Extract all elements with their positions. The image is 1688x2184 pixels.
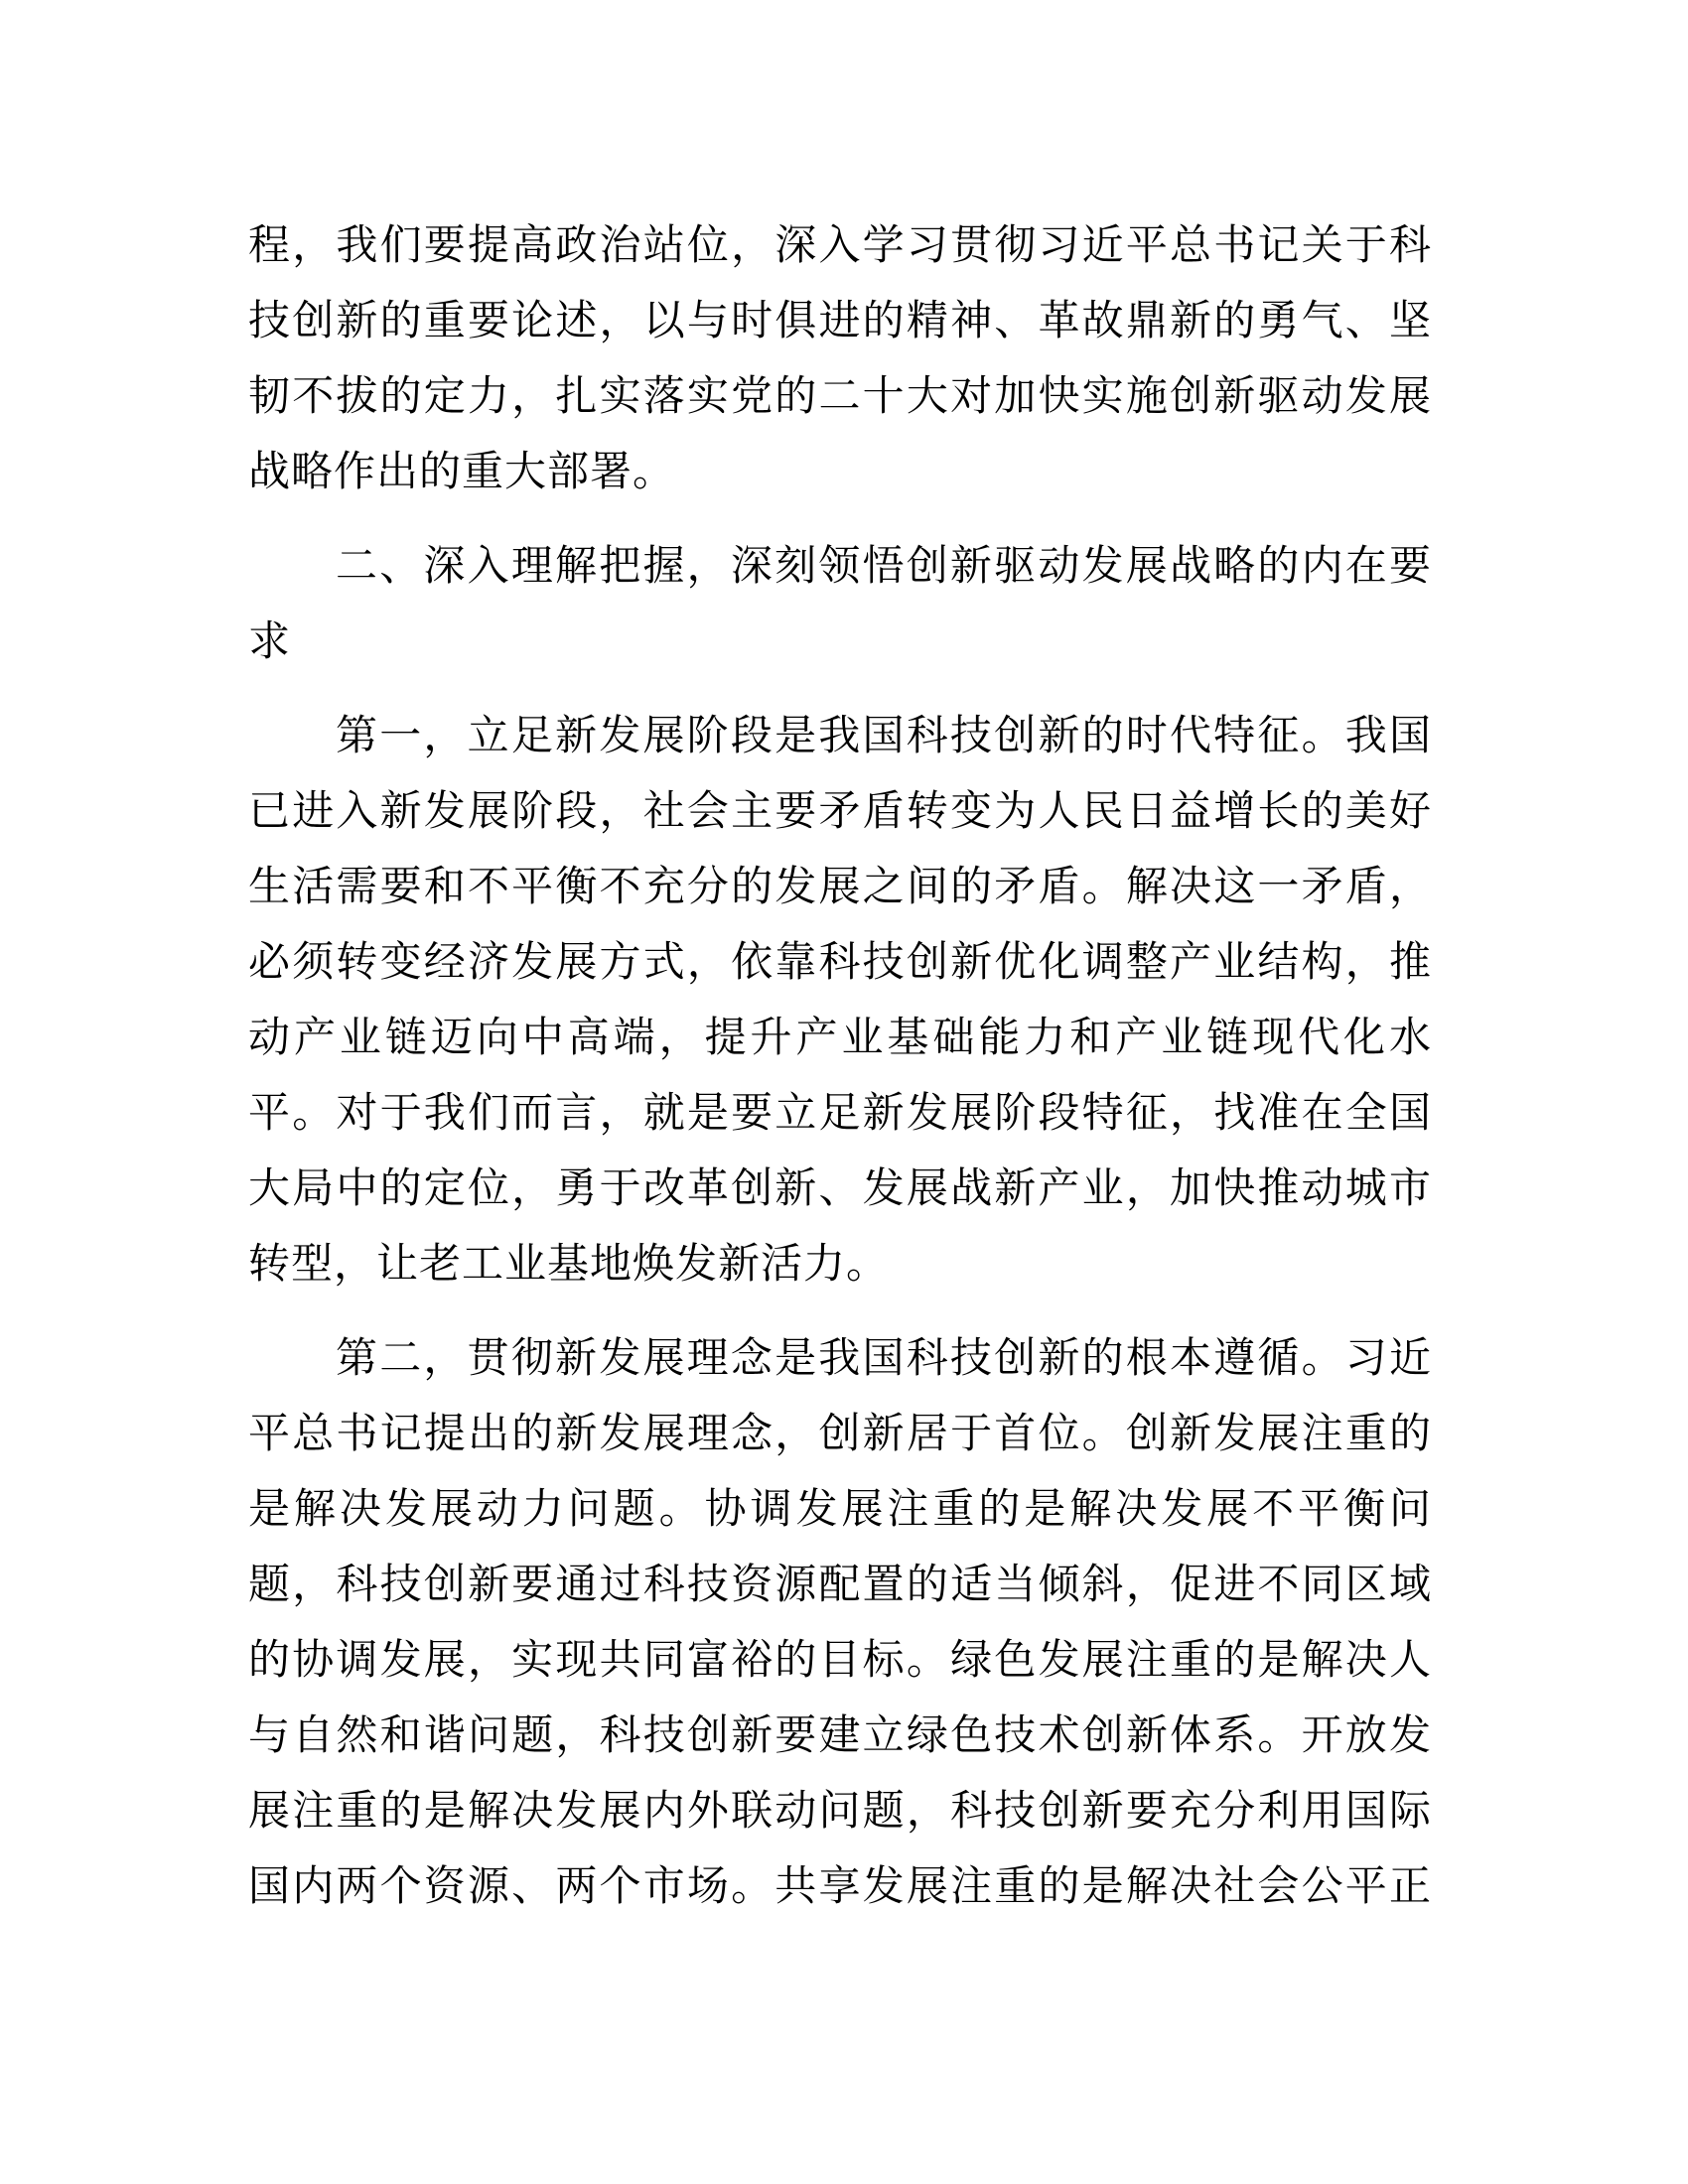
text-line: 大局中的定位，勇于改革创新、发展战新产业，加快推动城市 — [248, 1163, 1432, 1212]
text-line: 展注重的是解决发展内外联动问题，科技创新要充分利用国际 — [248, 1786, 1432, 1835]
paragraph-first-point — [248, 698, 1432, 1301]
text-line: 战略作出的重大部署。 — [248, 447, 676, 495]
paragraph-closing-intro — [248, 207, 1432, 509]
heading-line: 求 — [248, 616, 292, 665]
text-line: 国内两个资源、两个市场。共享发展注重的是解决社会公平正 — [248, 1861, 1432, 1910]
text-line: 与自然和谐问题，科技创新要建立绿色技术创新体系。开放发 — [248, 1710, 1432, 1759]
paragraph-second-point — [248, 1320, 1432, 1924]
section-heading — [248, 528, 1432, 679]
text-line: 的协调发展，实现共同富裕的目标。绿色发展注重的是解决人 — [248, 1635, 1432, 1684]
text-line: 平。对于我们而言，就是要立足新发展阶段特征，找准在全国 — [248, 1088, 1432, 1137]
text-line: 第一，立足新发展阶段是我国科技创新的时代特征。我国 — [336, 711, 1432, 759]
text-line: 是解决发展动力问题。协调发展注重的是解决发展不平衡问 — [248, 1484, 1432, 1533]
text-line: 第二，贯彻新发展理念是我国科技创新的根本遵循。习近 — [336, 1333, 1432, 1382]
text-line: 动产业链迈向中高端，提升产业基础能力和产业链现代化水 — [248, 1013, 1432, 1061]
text-line: 已进入新发展阶段，社会主要矛盾转变为人民日益增长的美好 — [248, 786, 1432, 835]
heading-line: 二、深入理解把握，深刻领悟创新驱动发展战略的内在要 — [336, 541, 1432, 590]
text-line: 韧不拔的定力，扎实落实党的二十大对加快实施创新驱动发展 — [248, 371, 1432, 420]
text-line: 必须转变经济发展方式，依靠科技创新优化调整产业结构，推 — [248, 937, 1432, 986]
text-line: 生活需要和不平衡不充分的发展之间的矛盾。解决这一矛盾， — [248, 862, 1432, 910]
text-line: 转型，让老工业基地焕发新活力。 — [248, 1239, 890, 1288]
text-line: 技创新的重要论述，以与时俱进的精神、革故鼎新的勇气、坚 — [248, 296, 1432, 344]
text-line: 题，科技创新要通过科技资源配置的适当倾斜，促进不同区域 — [248, 1560, 1432, 1608]
text-line: 程，我们要提高政治站位，深入学习贯彻习近平总书记关于科 — [248, 220, 1432, 269]
text-line: 平总书记提出的新发展理念，创新居于首位。创新发展注重的 — [248, 1409, 1432, 1457]
document-body — [248, 207, 1432, 1943]
